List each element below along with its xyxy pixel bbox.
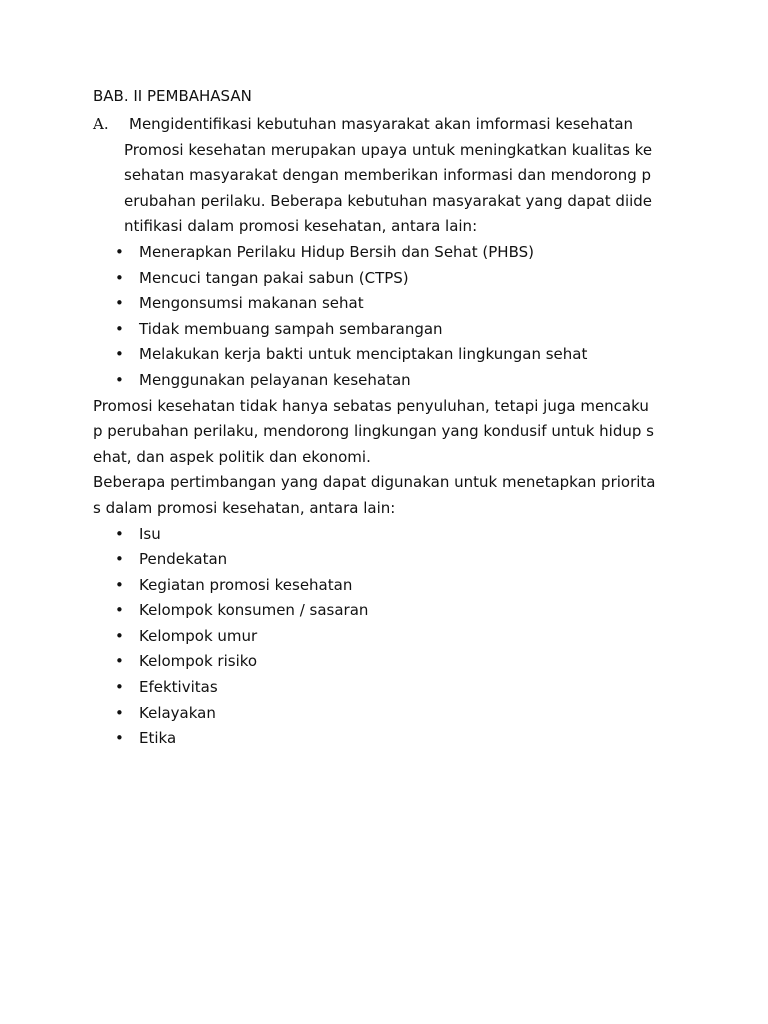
section-a-letter: A. <box>93 114 109 133</box>
intro-paragraph <box>93 138 675 240</box>
list-item-text: Kelompok risiko <box>139 652 258 671</box>
list-item-text: Menerapkan Perilaku Hidup Bersih dan Sehat (PHBS) <box>139 242 534 261</box>
list-item <box>93 266 675 292</box>
list-item-text: Kegiatan promosi kesehatan <box>139 575 353 594</box>
needs-list <box>93 240 675 394</box>
section-a-title: Mengidentifikasi kebutuhan masyarakat akan imformasi kesehatan <box>129 114 634 133</box>
bullet-icon: • <box>115 626 124 645</box>
list-item <box>93 342 675 368</box>
bullet-icon: • <box>115 370 124 389</box>
list-item-text: Isu <box>139 524 161 543</box>
list-item <box>93 598 675 624</box>
list-item-text: Etika <box>139 729 177 748</box>
priority-list <box>93 522 675 752</box>
bullet-icon: • <box>115 729 124 748</box>
list-item-text: Kelayakan <box>139 703 216 722</box>
paragraph-2 <box>93 394 675 471</box>
list-item <box>93 675 675 701</box>
list-item <box>93 701 675 727</box>
list-item-text: Kelompok konsumen / sasaran <box>139 601 369 620</box>
paragraph-line: s dalam promosi kesehatan, antara lain: <box>93 498 396 517</box>
list-item <box>93 573 675 599</box>
bullet-icon: • <box>115 575 124 594</box>
bullet-icon: • <box>115 550 124 569</box>
bullet-icon: • <box>115 242 124 261</box>
list-item <box>93 368 675 394</box>
list-item-text: Efektivitas <box>139 678 218 697</box>
intro-line: sehatan masyarakat dengan memberikan informasi dan mendorong p <box>124 166 652 185</box>
bullet-icon: • <box>115 652 124 671</box>
paragraph-line: Beberapa pertimbangan yang dapat digunakan untuk menetapkan priorita <box>93 473 656 492</box>
intro-line: Promosi kesehatan merupakan upaya untuk meningkatkan kualitas ke <box>124 140 653 159</box>
bullet-icon: • <box>115 524 124 543</box>
bullet-icon: • <box>115 703 124 722</box>
list-item <box>93 291 675 317</box>
list-item <box>93 317 675 343</box>
paragraph-line: p perubahan perilaku, mendorong lingkungan yang kondusif untuk hidup s <box>93 422 654 441</box>
bullet-icon: • <box>115 678 124 697</box>
intro-line: erubahan perilaku. Beberapa kebutuhan masyarakat yang dapat diide <box>124 191 653 210</box>
chapter-title: BAB. II PEMBAHASAN <box>93 87 252 105</box>
bullet-icon: • <box>115 268 124 287</box>
bullet-icon: • <box>115 345 124 364</box>
section-a-heading <box>93 110 675 138</box>
list-item-text: Tidak membuang sampah sembarangan <box>139 319 443 338</box>
bullet-icon: • <box>115 319 124 338</box>
paragraph-line: Promosi kesehatan tidak hanya sebatas penyuluhan, tetapi juga mencaku <box>93 396 649 415</box>
list-item <box>93 624 675 650</box>
document-page <box>93 84 675 752</box>
list-item <box>93 649 675 675</box>
list-item-text: Pendekatan <box>139 550 228 569</box>
paragraph-3 <box>93 470 675 521</box>
list-item <box>93 726 675 752</box>
intro-line: ntifikasi dalam promosi kesehatan, antara lain: <box>124 217 478 236</box>
list-item <box>93 240 675 266</box>
bullet-icon: • <box>115 294 124 313</box>
list-item <box>93 547 675 573</box>
list-item <box>93 522 675 548</box>
list-item-text: Menggunakan pelayanan kesehatan <box>139 370 411 389</box>
list-item-text: Melakukan kerja bakti untuk menciptakan lingkungan sehat <box>139 345 588 364</box>
paragraph-line: ehat, dan aspek politik dan ekonomi. <box>93 447 371 466</box>
list-item-text: Mencuci tangan pakai sabun (CTPS) <box>139 268 409 287</box>
list-item-text: Kelompok umur <box>139 626 258 645</box>
bullet-icon: • <box>115 601 124 620</box>
list-item-text: Mengonsumsi makanan sehat <box>139 294 364 313</box>
